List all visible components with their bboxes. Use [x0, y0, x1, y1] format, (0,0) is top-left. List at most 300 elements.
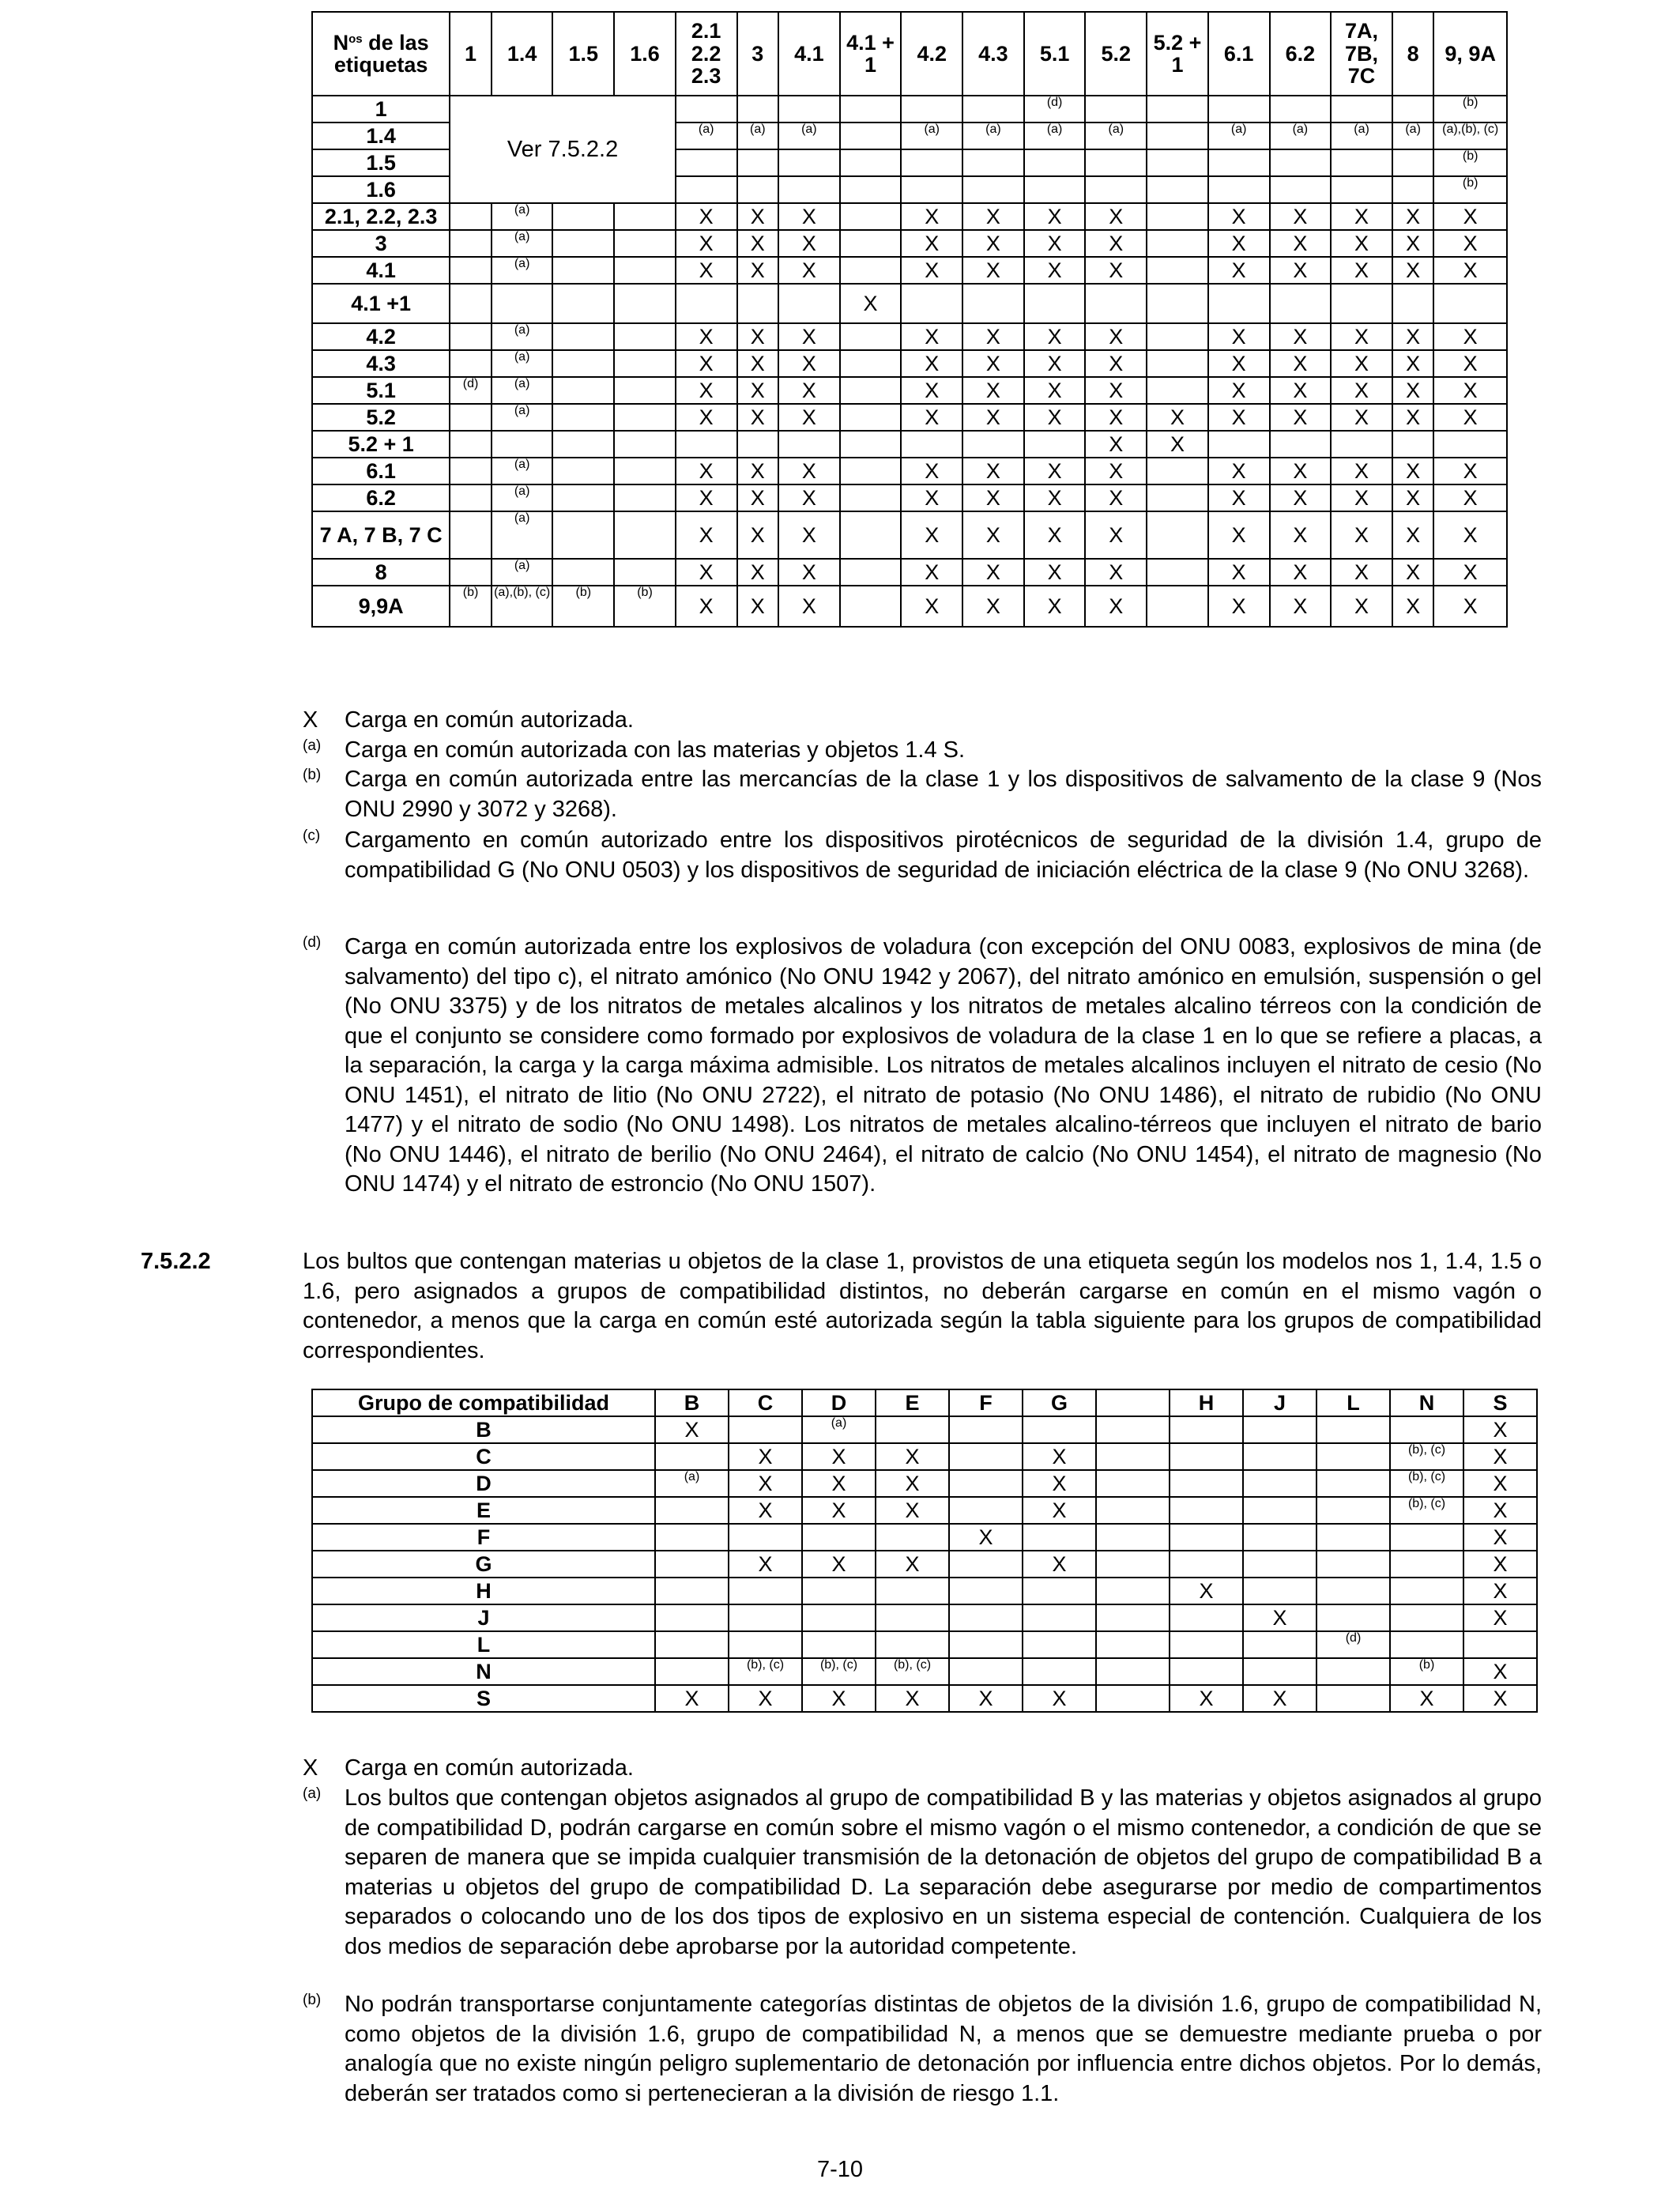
empty-cell	[450, 230, 491, 257]
allowed-cell: X	[962, 350, 1024, 377]
footnote	[303, 1754, 1542, 1784]
empty-cell	[1147, 96, 1208, 123]
allowed-cell: X	[737, 323, 778, 350]
column-header: 9, 9A	[1433, 12, 1507, 96]
empty-cell	[1390, 1631, 1463, 1658]
allowed-cell: X	[729, 1497, 802, 1524]
empty-cell	[552, 458, 614, 484]
allowed-cell: X	[676, 350, 737, 377]
footnote-marker: (b)	[303, 1992, 322, 2008]
allowed-cell: X	[737, 404, 778, 431]
empty-cell	[1096, 1685, 1170, 1712]
empty-cell	[552, 350, 614, 377]
allowed-cell: X	[1331, 230, 1392, 257]
allowed-cell: X	[1392, 350, 1433, 377]
empty-cell	[1170, 1551, 1243, 1578]
footnote-marker: X	[303, 707, 318, 733]
empty-cell	[1243, 1443, 1317, 1470]
empty-cell	[1331, 149, 1392, 176]
empty-cell	[676, 176, 737, 203]
allowed-cell: X	[1024, 377, 1086, 404]
empty-cell	[614, 404, 676, 431]
empty-cell	[1023, 1524, 1096, 1551]
empty-cell	[840, 176, 902, 203]
empty-cell	[614, 257, 676, 284]
allowed-cell: X	[1024, 586, 1086, 627]
allowed-cell: X	[1392, 404, 1433, 431]
row-header: 6.2	[312, 484, 450, 511]
empty-cell	[1390, 1524, 1463, 1551]
allowed-cell: X	[1208, 257, 1270, 284]
allowed-cell: X	[778, 511, 840, 559]
footnote	[303, 1784, 1542, 1962]
allowed-cell: X	[1433, 559, 1507, 586]
footnote-marker-cell: (d)	[450, 377, 491, 404]
allowed-cell: X	[676, 230, 737, 257]
row-header: C	[312, 1443, 655, 1470]
allowed-cell: X	[1208, 230, 1270, 257]
empty-cell	[840, 203, 902, 230]
allowed-cell: X	[901, 484, 962, 511]
footnote-marker-cell: (a)	[492, 458, 553, 484]
empty-cell	[778, 284, 840, 323]
empty-cell	[802, 1578, 876, 1604]
footnote-marker: (c)	[303, 827, 321, 844]
empty-cell	[1170, 1416, 1243, 1443]
empty-cell	[655, 1443, 729, 1470]
allowed-cell: X	[1463, 1443, 1537, 1470]
allowed-cell: X	[676, 586, 737, 627]
empty-cell	[1096, 1416, 1170, 1443]
allowed-cell: X	[1023, 1443, 1096, 1470]
empty-cell	[737, 176, 778, 203]
allowed-cell: X	[778, 203, 840, 230]
allowed-cell: X	[1433, 404, 1507, 431]
empty-cell	[840, 511, 902, 559]
allowed-cell: X	[1392, 586, 1433, 627]
empty-cell	[614, 431, 676, 458]
empty-cell	[1317, 1497, 1390, 1524]
empty-cell	[676, 96, 737, 123]
empty-cell	[802, 1524, 876, 1551]
allowed-cell: X	[962, 203, 1024, 230]
allowed-cell: X	[778, 458, 840, 484]
empty-cell	[450, 323, 491, 350]
empty-cell	[840, 257, 902, 284]
column-header: G	[1023, 1389, 1096, 1416]
allowed-cell: X	[1392, 203, 1433, 230]
empty-cell	[1147, 484, 1208, 511]
allowed-cell: X	[1463, 1685, 1537, 1712]
allowed-cell: X	[676, 511, 737, 559]
table1-header	[312, 12, 1507, 96]
empty-cell	[1147, 176, 1208, 203]
table-row	[312, 559, 1507, 586]
empty-cell	[1170, 1524, 1243, 1551]
allowed-cell: X	[1433, 257, 1507, 284]
empty-cell	[450, 511, 491, 559]
empty-cell	[1085, 176, 1147, 203]
footnote-marker-cell: (a)	[655, 1470, 729, 1497]
empty-cell	[1096, 1497, 1170, 1524]
table-row	[312, 431, 1507, 458]
allowed-cell: X	[1208, 586, 1270, 627]
empty-cell	[552, 203, 614, 230]
allowed-cell: X	[1208, 458, 1270, 484]
column-header: 1.4	[492, 12, 553, 96]
allowed-cell: X	[901, 404, 962, 431]
empty-cell	[840, 323, 902, 350]
footnote-marker: (b)	[303, 767, 322, 783]
empty-cell	[1243, 1551, 1317, 1578]
empty-cell	[450, 484, 491, 511]
allowed-cell: X	[1433, 511, 1507, 559]
footnote	[303, 736, 1542, 766]
empty-cell	[1023, 1416, 1096, 1443]
allowed-cell: X	[1433, 377, 1507, 404]
footnote-marker: (d)	[303, 934, 322, 951]
footnote-marker-cell: (b), (c)	[1390, 1497, 1463, 1524]
empty-cell	[655, 1578, 729, 1604]
allowed-cell: X	[840, 284, 902, 323]
allowed-cell: X	[1270, 323, 1332, 350]
allowed-cell: X	[1024, 404, 1086, 431]
column-header: L	[1317, 1389, 1390, 1416]
empty-cell	[737, 284, 778, 323]
empty-cell	[962, 431, 1024, 458]
column-header: 4.1	[778, 12, 840, 96]
allowed-cell: X	[1023, 1551, 1096, 1578]
empty-cell	[1243, 1497, 1317, 1524]
row-header: 5.2 + 1	[312, 431, 450, 458]
footnote-marker-cell: (a)	[1024, 123, 1086, 149]
empty-cell	[1023, 1658, 1096, 1685]
allowed-cell: X	[1433, 484, 1507, 511]
allowed-cell: X	[962, 458, 1024, 484]
empty-cell	[802, 1631, 876, 1658]
allowed-cell: X	[1085, 431, 1147, 458]
allowed-cell: X	[1331, 484, 1392, 511]
footnote-marker-cell: (b)	[1390, 1658, 1463, 1685]
allowed-cell: X	[1270, 404, 1332, 431]
empty-cell	[949, 1551, 1023, 1578]
empty-cell	[1331, 284, 1392, 323]
empty-cell	[614, 230, 676, 257]
footnote-marker-cell: (b), (c)	[1390, 1443, 1463, 1470]
table-row	[312, 586, 1507, 627]
column-header: C	[729, 1389, 802, 1416]
empty-cell	[1170, 1604, 1243, 1631]
allowed-cell: X	[737, 511, 778, 559]
empty-cell	[552, 511, 614, 559]
empty-cell	[876, 1631, 949, 1658]
allowed-cell: X	[737, 350, 778, 377]
column-header: 4.2	[901, 12, 962, 96]
allowed-cell: X	[778, 404, 840, 431]
empty-cell	[1208, 431, 1270, 458]
column-header: 2.1 2.2 2.3	[676, 12, 737, 96]
row-header: 7 A, 7 B, 7 C	[312, 511, 450, 559]
empty-cell	[492, 284, 553, 323]
table-row	[312, 1524, 1537, 1551]
empty-cell	[1392, 431, 1433, 458]
empty-cell	[1208, 96, 1270, 123]
empty-cell	[901, 176, 962, 203]
row-header: D	[312, 1470, 655, 1497]
allowed-cell: X	[1392, 323, 1433, 350]
table-row	[312, 1631, 1537, 1658]
footnote-text: No podrán transportarse conjuntamente categorías distintas de objetos de la división 1.6, grupo de compatibilidad N, como objetos de la división 1.6, grupo de compatibilidad N, a menos que se demuestre mediante prueba o por analogía que no existe ningún peligro suplementario de detonación por influencia entre dichos objetos. Por lo demás, deberán ser tratados como si pertenecieran a la división de riesgo 1.1.	[345, 1992, 1542, 2106]
allowed-cell: X	[1024, 230, 1086, 257]
column-header: 3	[737, 12, 778, 96]
footnote-marker: (a)	[303, 1785, 322, 1802]
allowed-cell: X	[676, 323, 737, 350]
empty-cell	[1208, 149, 1270, 176]
allowed-cell: X	[737, 586, 778, 627]
empty-cell	[1243, 1631, 1317, 1658]
empty-cell	[901, 431, 962, 458]
empty-cell	[614, 377, 676, 404]
allowed-cell: X	[876, 1443, 949, 1470]
empty-cell	[840, 350, 902, 377]
empty-cell	[1147, 586, 1208, 627]
empty-cell	[840, 458, 902, 484]
empty-cell	[552, 404, 614, 431]
allowed-cell: X	[1170, 1578, 1243, 1604]
empty-cell	[1270, 149, 1332, 176]
allowed-cell: X	[1208, 350, 1270, 377]
allowed-cell: X	[778, 484, 840, 511]
empty-cell	[1147, 257, 1208, 284]
table2-header	[312, 1389, 1537, 1416]
allowed-cell: X	[1463, 1658, 1537, 1685]
table-row	[312, 484, 1507, 511]
empty-cell	[778, 96, 840, 123]
empty-cell	[676, 284, 737, 323]
footnote-marker-cell: (a)	[1331, 123, 1392, 149]
allowed-cell: X	[1331, 511, 1392, 559]
allowed-cell: X	[1208, 203, 1270, 230]
empty-cell	[778, 431, 840, 458]
allowed-cell: X	[1331, 323, 1392, 350]
allowed-cell: X	[1024, 257, 1086, 284]
empty-cell	[1433, 431, 1507, 458]
empty-cell	[901, 96, 962, 123]
footnote-marker-cell: (a)	[1270, 123, 1332, 149]
allowed-cell: X	[1392, 257, 1433, 284]
table-row	[312, 1551, 1537, 1578]
empty-cell	[1270, 96, 1332, 123]
table-row	[312, 404, 1507, 431]
empty-cell	[1085, 96, 1147, 123]
empty-cell	[1317, 1551, 1390, 1578]
allowed-cell: X	[876, 1551, 949, 1578]
row-header: E	[312, 1497, 655, 1524]
column-header: E	[876, 1389, 949, 1416]
footnote-marker: (a)	[303, 737, 322, 754]
empty-cell	[655, 1497, 729, 1524]
footnote-marker-cell: (a)	[492, 484, 553, 511]
empty-cell	[1147, 323, 1208, 350]
empty-cell	[1096, 1658, 1170, 1685]
empty-cell	[1317, 1658, 1390, 1685]
allowed-cell: X	[901, 377, 962, 404]
empty-cell	[737, 149, 778, 176]
empty-cell	[1147, 511, 1208, 559]
allowed-cell: X	[1463, 1551, 1537, 1578]
footnote	[303, 706, 1542, 736]
allowed-cell: X	[737, 559, 778, 586]
allowed-cell: X	[802, 1470, 876, 1497]
empty-cell	[1096, 1631, 1170, 1658]
allowed-cell: X	[802, 1443, 876, 1470]
allowed-cell: X	[949, 1685, 1023, 1712]
allowed-cell: X	[1331, 404, 1392, 431]
footnote	[303, 933, 1542, 1200]
empty-cell	[1096, 1524, 1170, 1551]
allowed-cell: X	[1270, 230, 1332, 257]
footnote	[303, 1990, 1542, 2109]
empty-cell	[1317, 1524, 1390, 1551]
allowed-cell: X	[1433, 586, 1507, 627]
allowed-cell: X	[1270, 458, 1332, 484]
empty-cell	[1390, 1604, 1463, 1631]
empty-cell	[450, 284, 491, 323]
allowed-cell: X	[778, 230, 840, 257]
empty-cell	[876, 1604, 949, 1631]
table-row	[312, 1685, 1537, 1712]
empty-cell	[1317, 1416, 1390, 1443]
table-row	[312, 1470, 1537, 1497]
empty-cell	[1023, 1604, 1096, 1631]
empty-cell	[729, 1631, 802, 1658]
empty-cell	[729, 1524, 802, 1551]
table2-body	[312, 1416, 1537, 1712]
allowed-cell: X	[876, 1685, 949, 1712]
column-header: 1	[450, 12, 491, 96]
empty-cell	[1390, 1578, 1463, 1604]
row-header: S	[312, 1685, 655, 1712]
allowed-cell: X	[778, 257, 840, 284]
allowed-cell: X	[1085, 404, 1147, 431]
empty-cell	[450, 458, 491, 484]
row-header: H	[312, 1578, 655, 1604]
empty-cell	[1317, 1604, 1390, 1631]
allowed-cell: X	[1243, 1685, 1317, 1712]
allowed-cell: X	[1331, 350, 1392, 377]
empty-cell	[552, 284, 614, 323]
table-row	[312, 1497, 1537, 1524]
footnote-marker-cell: (a)	[492, 350, 553, 377]
empty-cell	[614, 203, 676, 230]
empty-cell	[655, 1604, 729, 1631]
allowed-cell: X	[901, 350, 962, 377]
table-row	[312, 203, 1507, 230]
table-row	[312, 377, 1507, 404]
row-header: 1.5	[312, 149, 450, 176]
allowed-cell: X	[737, 203, 778, 230]
row-header: 3	[312, 230, 450, 257]
empty-cell	[614, 350, 676, 377]
empty-cell	[614, 284, 676, 323]
allowed-cell: X	[1392, 484, 1433, 511]
column-header	[1096, 1389, 1170, 1416]
row-header: F	[312, 1524, 655, 1551]
empty-cell	[1392, 176, 1433, 203]
empty-cell	[1243, 1578, 1317, 1604]
allowed-cell: X	[901, 203, 962, 230]
allowed-cell: X	[1024, 559, 1086, 586]
footnote	[303, 765, 1542, 824]
row-header: 4.3	[312, 350, 450, 377]
footnote-marker-cell: (a)	[492, 404, 553, 431]
empty-cell	[876, 1578, 949, 1604]
table-row	[312, 257, 1507, 284]
allowed-cell: X	[729, 1443, 802, 1470]
allowed-cell: X	[1024, 203, 1086, 230]
footnote-text: Los bultos que contengan objetos asignados al grupo de compatibilidad B y las materias y objetos asignados al grupo de compatibilidad D, podrán cargarse en común sobre el mismo vagón o el mismo contenedor, a condición de que se separen de manera que se impida cualquier transmisión de la detonación de objetos del grupo de compatibilidad B a materias u objetos del grupo de compatibilidad D. La separación debe asegurarse por medio de compartimentos separados o colocando uno de los dos tipos de explosivo en un sistema especial de contención. Cualquiera de los dos medios de separación debe aprobarse por la autoridad competente.	[345, 1785, 1542, 1959]
empty-cell	[1331, 96, 1392, 123]
allowed-cell: X	[1085, 257, 1147, 284]
table1-body	[312, 96, 1507, 627]
empty-cell	[1170, 1497, 1243, 1524]
label-compatibility-table	[311, 11, 1508, 628]
allowed-cell: X	[802, 1497, 876, 1524]
empty-cell	[1317, 1578, 1390, 1604]
allowed-cell: X	[1085, 458, 1147, 484]
allowed-cell: X	[1463, 1497, 1537, 1524]
footnote	[303, 826, 1542, 885]
empty-cell	[1208, 284, 1270, 323]
empty-cell	[450, 404, 491, 431]
footnote-marker-cell: (a)	[492, 323, 553, 350]
footnote-marker-cell: (b), (c)	[729, 1658, 802, 1685]
table-row	[312, 96, 1507, 123]
column-header: 4.1 + 1	[840, 12, 902, 96]
row-header: J	[312, 1604, 655, 1631]
empty-cell	[949, 1443, 1023, 1470]
allowed-cell: X	[1085, 350, 1147, 377]
footnote-text: Carga en común autorizada.	[345, 707, 634, 733]
allowed-cell: X	[901, 511, 962, 559]
empty-cell	[614, 511, 676, 559]
allowed-cell: X	[1270, 257, 1332, 284]
allowed-cell: X	[729, 1685, 802, 1712]
page-number: 7-10	[816, 2157, 864, 2182]
allowed-cell: X	[778, 586, 840, 627]
empty-cell	[949, 1497, 1023, 1524]
empty-cell	[901, 149, 962, 176]
allowed-cell: X	[962, 377, 1024, 404]
empty-cell	[778, 149, 840, 176]
empty-cell	[1096, 1551, 1170, 1578]
footnote-marker-cell: (d)	[1024, 96, 1086, 123]
column-header: 4.3	[962, 12, 1024, 96]
empty-cell	[1170, 1443, 1243, 1470]
allowed-cell: X	[1463, 1416, 1537, 1443]
empty-cell	[1147, 149, 1208, 176]
footnote-text: Cargamento en común autorizado entre los dispositivos pirotécnicos de seguridad de la división 1.4, grupo de compatibilidad G (No ONU 0503) y los dispositivos de seguridad de iniciación eléctrica de la clase 9 (No ONU 3268).	[345, 827, 1542, 883]
allowed-cell: X	[876, 1497, 949, 1524]
empty-cell	[962, 176, 1024, 203]
empty-cell	[949, 1578, 1023, 1604]
allowed-cell: X	[901, 559, 962, 586]
empty-cell	[655, 1658, 729, 1685]
allowed-cell: X	[1208, 323, 1270, 350]
empty-cell	[1147, 350, 1208, 377]
allowed-cell: X	[1390, 1685, 1463, 1712]
empty-cell	[840, 404, 902, 431]
